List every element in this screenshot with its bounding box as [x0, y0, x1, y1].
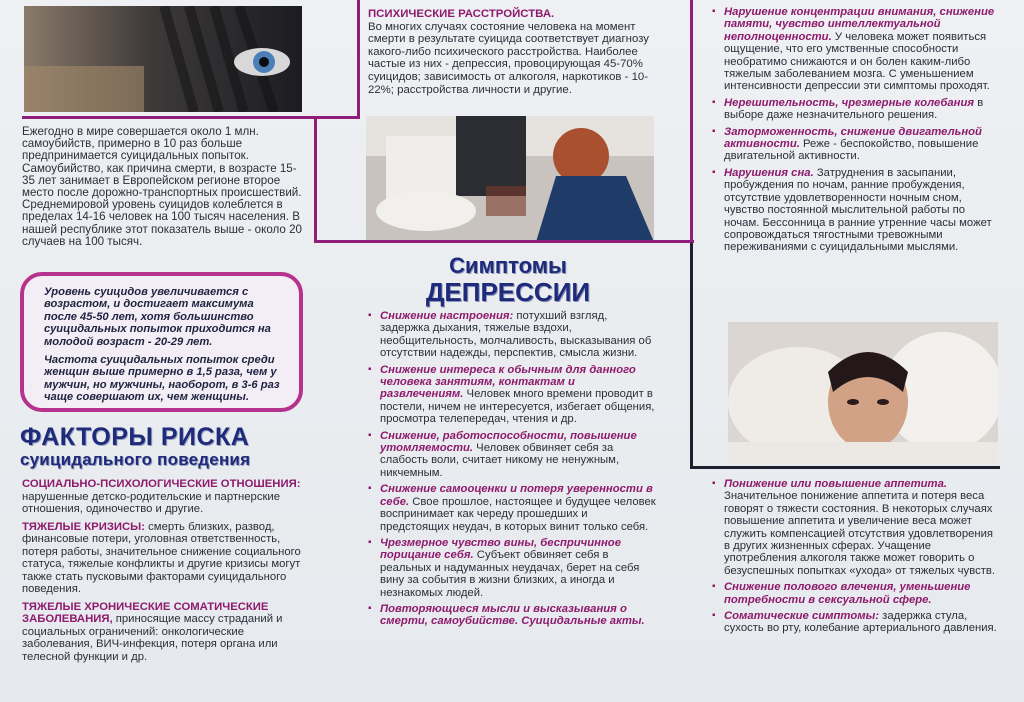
- symptoms-list-right-top: [712, 6, 1002, 258]
- intro-text: Ежегодно в мире совершается около 1 млн. самоубийств, примерно в 10 раз больше предпринимается суицидальных попыток. Самоубийство, как причина смерти, в возрасте 15-35 лет занимает в Европейском регионе второе место после дорожно-транспортных происшествий. Среднемировой уровень суицидов колеблется в пределах 14-16 человек на 100 тысяч населения. В нашей республике этот показатель выше - около 20 случаев на 100 тысяч.: [22, 125, 302, 248]
- symptoms-list-middle: [368, 310, 658, 632]
- connector-line: [690, 0, 693, 243]
- callout-text: Уровень суицидов увеличивается с возрастом, и достигает максимума после 45-50 лет, хотя большинство суицидальных попыток приходится на молодой возраст - 20-29 лет.: [44, 286, 271, 348]
- symptom-item: ▪ Снижение настроения: потухший взгляд, задержка дыхания, тяжелые вздохи, необщительность, молчаливость, высказывания об отсутствии надежды, перспектив, смысла жизни.: [368, 310, 658, 360]
- symptom-item: ▪ Снижение, работоспособности, повышение утомляемости. Человек обвиняет себя за слабость воли, считает никому не ненужным, никчемным.: [368, 430, 658, 480]
- symptom-item: ▪ Заторможенность, снижение двигательной активности. Реже - беспокойство, повышение двигательной активности.: [712, 126, 1002, 163]
- connector-line: [314, 118, 317, 242]
- insomnia-photo: [728, 322, 998, 464]
- callout-text: Частота суицидальных попыток среди женщин выше примерно в 1,5 раза, чем у мужчин, но мужчины, наоборот, в 3-6 раз чаще совершают их, чем женщины.: [44, 354, 280, 404]
- connector-line: [314, 240, 694, 243]
- symptom-item: ▪ Соматические симптомы: задержка стула, сухость во рту, колебание артериального давления.: [712, 610, 1002, 635]
- consultation-photo: [366, 116, 654, 242]
- eye-photo: [24, 6, 302, 112]
- risk-item: ТЯЖЕЛЫЕ ХРОНИЧЕСКИЕ СОМАТИЧЕСКИЕ ЗАБОЛЕВАНИЯ, приносящие массу страданий и социальных ограничений: онкологические заболевания, ВИЧ-инфекция, потеря органа или телесной функции и др.: [22, 600, 283, 663]
- symptom-item: ▪ Снижение самооценки и потеря уверенности в себе. Свое прошлое, настоящее и будущее человек воспринимает как череду прошедших и предстоящих неудач, в которых винит только себя.: [368, 483, 658, 533]
- statistics-callout: [20, 272, 303, 412]
- connector-line: [22, 116, 360, 119]
- connector-line: [690, 243, 693, 469]
- risk-factors-heading: ФАКТОРЫ РИСКА суицидального поведения: [20, 423, 251, 469]
- risk-item: СОЦИАЛЬНО-ПСИХОЛОГИЧЕСКИЕ ОТНОШЕНИЯ: нарушенные детско-родительские и партнерские отношения, одиночество и другие.: [22, 478, 301, 515]
- symptoms-list-right-bottom: [712, 478, 1002, 639]
- risk-item: ТЯЖЕЛЫЕ КРИЗИСЫ: смерть близких, развод, финансовые потери, уголовная ответственность, потеря работы, значительное снижение социального статуса, тяжелые конфликты и другие кризисы могут также стать пусковыми факторами суицидального поведения.: [22, 520, 301, 595]
- risk-factors-list: [22, 478, 312, 668]
- symptom-item: ▪ Снижение полового влечения, уменьшение потребности в сексуальной сфере.: [712, 581, 1002, 606]
- symptom-item: ▪ Нарушение концентрации внимания, снижение памяти, чувство интеллектуальной неполноценности. У человека может появиться ощущение, что его умственные способности необратимо снижаются и он болен каким-либо тяжелым заболеванием мозга. С уменьшением интенсивности депрессии эти симптомы проходят.: [712, 6, 1002, 93]
- connector-line: [690, 466, 1000, 469]
- symptom-item: ▪ Понижение или повышение аппетита. Значительное понижение аппетита и потеря веса говорят о тяжести состояния. В некоторых случаях повышение аппетита и увеличение веса может служить компенсацией отсутствия удовлетворения в других жизненных сферах. Учащение употребления алкоголя также может говорить о безуспешных попытках «ухода» от тяжелых чувств.: [712, 478, 1002, 577]
- symptom-item: ▪ Повторяющиеся мысли и высказывания о смерти, самоубийстве. Суицидальные акты.: [368, 603, 658, 628]
- connector-line: [357, 0, 360, 119]
- depression-symptoms-heading: Симптомы ДЕПРЕССИИ: [425, 253, 591, 307]
- symptom-item: ▪ Чрезмерное чувство вины, беспричинное порицание себя. Субъект обвиняет себя в реальных и надуманных неудачах, берет на себя вину за события в жизни близких, а иногда и незнакомых людей.: [368, 537, 658, 599]
- symptom-item: ▪ Снижение интереса к обычным для данного человека занятиям, контактам и развлечениям. Человек много времени проводит в постели, ничем не интересуется, избегает общения, просмотра телепередач, чтения и др.: [368, 364, 658, 426]
- symptom-item: ▪ Нарушения сна. Затруднения в засыпании, пробуждения по ночам, ранние пробуждения, отсутствие удовлетворенности ночным сном, чувство постоянной мыслительной работы по ночам. Бессонница в ранние утренние часы может сопровождаться тягостными тревожными переживаниями с суицидальными мыслями.: [712, 167, 1002, 254]
- psych-disorders-text: ПСИХИЧЕСКИЕ РАССТРОЙСТВА. Во многих случаях состояние человека на момент смерти в результате суицида соответствует диагнозу какого-либо психического расстройства. Наиболее частые из них - депрессия, провоцирующая 45-70% суицидов; зависимость от алкоголя, наркотиков - 10-22%; расстройства личности и другие.: [368, 8, 649, 96]
- symptom-item: ▪ Нерешительность, чрезмерные колебания в выборе даже незначительного решения.: [712, 97, 1002, 122]
